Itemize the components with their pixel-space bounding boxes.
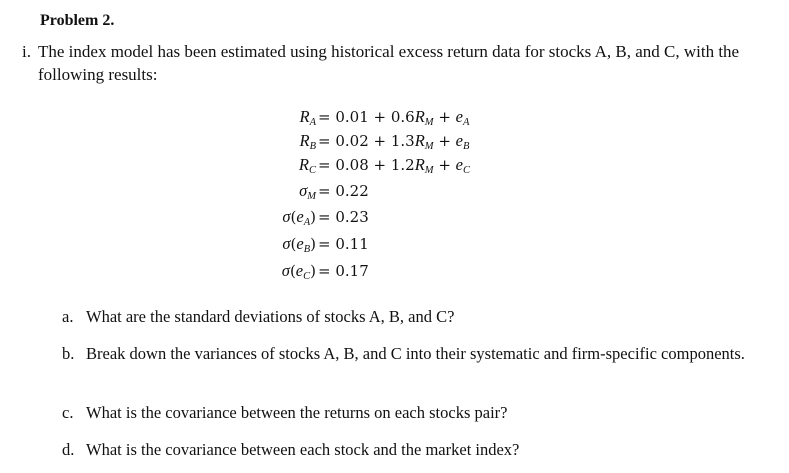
- equals-sign: =: [318, 208, 336, 226]
- question-marker: d.: [62, 440, 75, 459]
- sigma-row-1-rhs: [318, 206, 618, 228]
- sigma-row-3-lhs: [250, 260, 316, 282]
- math-subscript: C: [303, 271, 311, 282]
- equation-lhs: [282, 233, 316, 261]
- equation-row-1-lhs: [250, 130, 316, 152]
- equation-lhs: [282, 260, 316, 288]
- equation-lhs: [299, 154, 316, 182]
- math-variable: R: [414, 131, 425, 150]
- sigma-value: 0.23: [335, 208, 369, 226]
- math-subscript: M: [307, 191, 316, 202]
- equation-row-2-lhs: [250, 154, 316, 176]
- equation-row-0-lhs: [250, 106, 316, 128]
- math-variable: e: [455, 107, 463, 126]
- equation-rhs: [318, 180, 369, 202]
- sigma-row-1-lhs: [250, 206, 316, 228]
- paren-open: (: [289, 262, 296, 280]
- math-subscript: B: [309, 141, 316, 152]
- math-variable: e: [455, 155, 463, 174]
- intro-marker: i.: [22, 42, 31, 61]
- sigma-symbol: σ: [282, 207, 291, 226]
- equals-sign: =: [318, 182, 336, 200]
- math-subscript: A: [462, 117, 470, 128]
- plus-sign: +: [433, 132, 456, 150]
- sigma-row-3-rhs: [318, 260, 618, 282]
- math-variable: R: [414, 155, 425, 174]
- equals-sign: =: [318, 108, 336, 126]
- math-constant: 0.01 + 0.6: [335, 108, 415, 126]
- question-marker: c.: [62, 403, 74, 422]
- equals-sign: =: [318, 235, 336, 253]
- math-subscript: M: [424, 165, 434, 176]
- equation-lhs: [299, 180, 316, 208]
- sigma-symbol: σ: [281, 261, 290, 280]
- sigma-symbol: σ: [282, 234, 291, 253]
- math-variable: e: [296, 207, 304, 226]
- math-variable: R: [414, 107, 425, 126]
- math-variable: e: [295, 261, 304, 280]
- equation-row-1-rhs: [318, 130, 618, 152]
- math-subscript: A: [303, 217, 311, 228]
- equals-sign: =: [318, 262, 336, 280]
- sigma-value: 0.17: [335, 262, 369, 280]
- math-subscript: A: [309, 117, 316, 128]
- math-constant: 0.02 + 1.3: [335, 132, 415, 150]
- math-variable: e: [455, 131, 463, 150]
- plus-sign: +: [433, 108, 456, 126]
- equation-row-0-rhs: [318, 106, 618, 128]
- plus-sign: +: [433, 156, 456, 174]
- question-text: What is the covariance between each stock and the market index?: [86, 440, 520, 459]
- math-variable: R: [299, 107, 310, 126]
- equation-row-2-rhs: [318, 154, 618, 176]
- equals-sign: =: [318, 156, 336, 174]
- math-subscript: B: [303, 244, 311, 255]
- equation-rhs: [318, 260, 369, 282]
- math-variable: R: [298, 155, 309, 174]
- sigma-row-2-rhs: [318, 233, 618, 255]
- question-marker: a.: [62, 307, 74, 326]
- sigma-row-0-lhs: [250, 180, 316, 202]
- equals-sign: =: [318, 132, 336, 150]
- math-variable: R: [299, 131, 310, 150]
- paren-close: ): [310, 262, 316, 280]
- paren-close: ): [310, 208, 316, 226]
- sigma-value: 0.22: [335, 182, 369, 200]
- math-subscript: C: [462, 165, 470, 176]
- math-constant: 0.08 + 1.2: [335, 156, 415, 174]
- math-variable: e: [296, 234, 304, 253]
- paren-open: (: [290, 208, 297, 226]
- equation-rhs: [318, 206, 369, 228]
- equation-lhs: [282, 206, 316, 234]
- sigma-row-0-rhs: [318, 180, 618, 202]
- equation-rhs: [318, 233, 369, 255]
- question-marker: b.: [62, 344, 75, 363]
- math-subscript: M: [424, 141, 434, 152]
- question-text: What are the standard deviations of stocks A, B, and C?: [86, 307, 455, 326]
- problem-title: Problem 2.: [40, 12, 115, 29]
- sigma-value: 0.11: [335, 235, 369, 253]
- question-text: What is the covariance between the returns on each stocks pair?: [86, 403, 508, 422]
- math-subscript: M: [424, 117, 434, 128]
- math-subscript: C: [308, 165, 316, 176]
- question-text: Break down the variances of stocks A, B, and C into their systematic and firm-specific components.: [86, 344, 745, 363]
- paren-open: (: [290, 235, 297, 253]
- equation-rhs: [318, 154, 470, 182]
- intro-text: The index model has been estimated using historical excess return data for stocks A, B, and C, with the following results:: [38, 42, 740, 84]
- sigma-row-2-lhs: [250, 233, 316, 255]
- sigma-symbol: σ: [299, 181, 308, 200]
- math-subscript: B: [462, 141, 470, 152]
- paren-close: ): [310, 235, 316, 253]
